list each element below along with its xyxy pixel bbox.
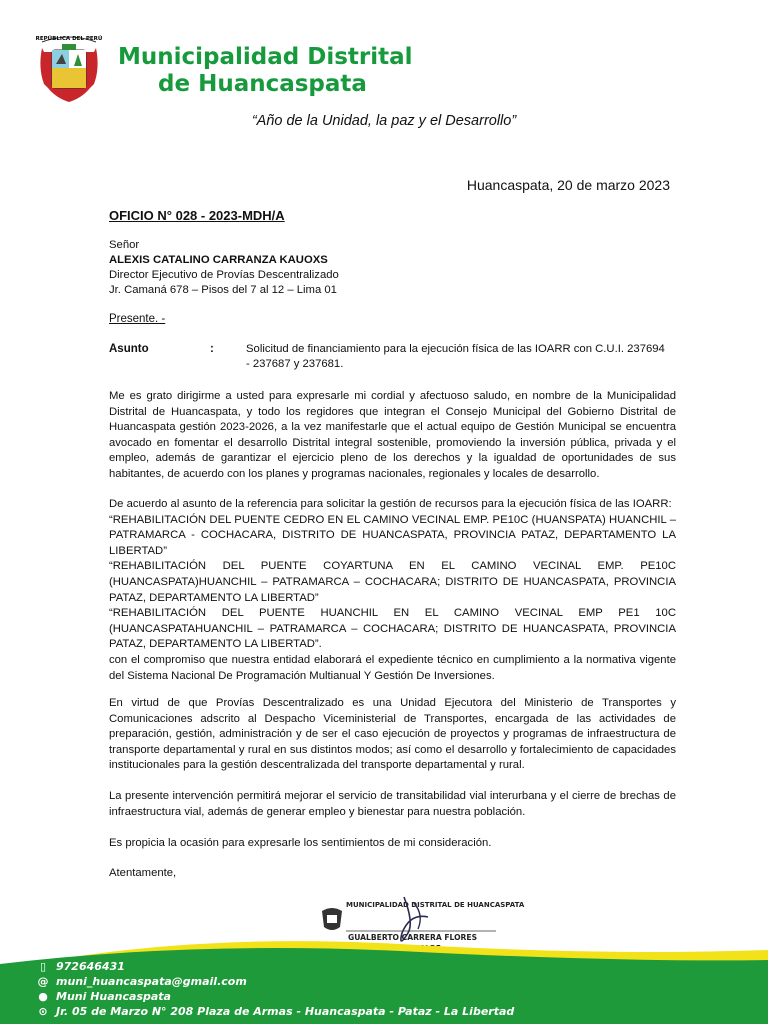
presente: Presente. -	[109, 313, 166, 325]
coat-of-arms-logo	[34, 28, 104, 106]
footer-phone-row	[36, 959, 514, 974]
municipality-title	[118, 44, 413, 98]
salutation: Señor	[109, 239, 140, 251]
footer-facebook: Muni Huancaspata	[56, 990, 171, 1003]
paragraph-greeting: Me es grato dirigirme a usted para expresarle mi cordial y afectuoso saludo, en nombre de la Municipalidad Distrital de Huancaspata, y todo los regidores que integran el Consejo Municipal del Gobierno Distrital de Huancaspata gestión 2023-2026, a la vez manifestarle que el actual equipo de Gestión Municipal se encuentra avocado en fomentar el desarrollo Distrital integral sostenible, promoviendo la inversión pública, privada y el empleo, además de garantizar el ejercicio pleno de los derechos y la igualdad de oportunidades de sus habitantes, de acuerdo con los planes y programas nacionales, regionales y locales de desarrollo.	[109, 390, 676, 480]
year-motto: “Año de la Unidad, la paz y el Desarrollo”	[251, 113, 517, 129]
paragraph-ioarr	[109, 497, 676, 684]
recipient-name: ALEXIS CATALINO CARRANZA KAUOXS	[109, 254, 328, 266]
sign-off: Atentamente,	[109, 867, 177, 879]
ioarr-item-3: “REHABILITACIÓN DEL PUENTE HUANCHIL EN EL CAMINO VECINAL EMP PE1 10C (HUANCASPATAHUANCHIL – PATRAMARCA – COCHACARA; DISTRITO DE HUANCASPATA, PROVINCIA PATAZ, DEPARTAMENTO LA LIBERTAD”.	[109, 607, 676, 651]
phone-icon: ▯	[39, 960, 47, 973]
footer-facebook-row	[36, 989, 514, 1004]
asunto-line-1: Solicitud de financiamiento para la ejecución física de las IOARR con C.U.I. 237694	[246, 343, 665, 355]
paragraph-provias: En virtud de que Provías Descentralizado es una Unidad Ejecutora del Ministerio de Transportes y Comunicaciones adscrito al Despacho Viceministerial de Transportes, encargada de las actividades de preparación, gestión, administración y de ser el caso ejecución de proyectos y programas de infraestructura de transporte departamental y rural en sus distintos modos; así como el desarrollo y fortalecimiento de capacidades institucionales para la gestión descentralizada del transporte departamental y rural.	[109, 697, 676, 772]
recipient-address: Jr. Camaná 678 – Pisos del 7 al 12 – Lima 01	[109, 284, 337, 296]
footer-email-row	[36, 974, 514, 989]
footer-address-row	[36, 1004, 514, 1019]
paragraph-closing: Es propicia la ocasión para expresarle los sentimientos de mi consideración.	[109, 837, 492, 849]
ioarr-intro: De acuerdo al asunto de la referencia para solicitar la gestión de recursos para la ejecución física de las IOARR:	[109, 498, 672, 510]
footer-phone: 972646431	[56, 960, 125, 973]
stamp-emblem-icon	[322, 908, 342, 930]
letter-date: Huancaspata, 20 de marzo 2023	[466, 177, 670, 193]
asunto-label: Asunto	[109, 343, 149, 355]
paragraph-intervention: La presente intervención permitirá mejorar el servicio de transitabilidad vial interurbana y el cierre de brechas de infraestructura vial, además de generar empleo y bienestar para nuestra población.	[109, 790, 676, 818]
oficio-number: OFICIO N° 028 - 2023-MDH/A	[109, 208, 285, 223]
logo-caption: REPÚBLICA DEL PERÚ	[35, 36, 103, 42]
title-line-1: Municipalidad Distrital	[118, 44, 413, 70]
asunto-text	[246, 342, 676, 372]
title-line-2: de Huancaspata	[158, 71, 367, 97]
email-icon: @	[37, 975, 49, 988]
footer-address: Jr. 05 de Marzo N° 208 Plaza de Armas - Huancaspata - Pataz - La Libertad	[56, 1005, 515, 1018]
recipient-block	[109, 238, 339, 298]
ioarr-outro: con el compromiso que nuestra entidad elaborará el expediente técnico en cumplimiento a la normativa vigente del Sistema Nacional De Programación Multianual Y Gestión De Inversiones.	[109, 653, 676, 682]
footer-email: muni_huancaspata@gmail.com	[56, 975, 247, 988]
ioarr-item-1: “REHABILITACIÓN DEL PUENTE CEDRO EN EL CAMINO VECINAL EMP. PE10C (HUANSPATA) HUANCHIL – PATRAMARCA - COCHACARA, DISTRITO DE HUANCASPATA, PROVINCIA PATAZ, DEPARTAMENTO LA LIBERTAD”	[109, 513, 676, 557]
signer-name: GUALBERTO CARRERA FLORES	[348, 933, 478, 942]
asunto-line-2: - 237687 y 237681.	[246, 358, 344, 370]
asunto-colon: :	[210, 343, 214, 355]
stamp-header: MUNICIPALIDAD DISTRITAL DE HUANCASPATA	[346, 901, 525, 909]
ioarr-item-2: “REHABILITACIÓN DEL PUENTE COYARTUNA EN EL CAMINO VECINAL EMP. PE10C (HUANCASPATA)HUANCHIL – PATRAMARCA – COCHACARA; DISTRITO DE HUANCASPATA, PROVINCIA PATAZ, DEPARTAMENTO LA LIBERTAD”	[109, 560, 676, 604]
facebook-icon: ●	[38, 990, 48, 1003]
location-pin-icon: ⊙	[38, 1005, 48, 1018]
recipient-position: Director Ejecutivo de Provías Descentralizado	[109, 269, 339, 281]
footer-contact	[36, 959, 514, 1019]
